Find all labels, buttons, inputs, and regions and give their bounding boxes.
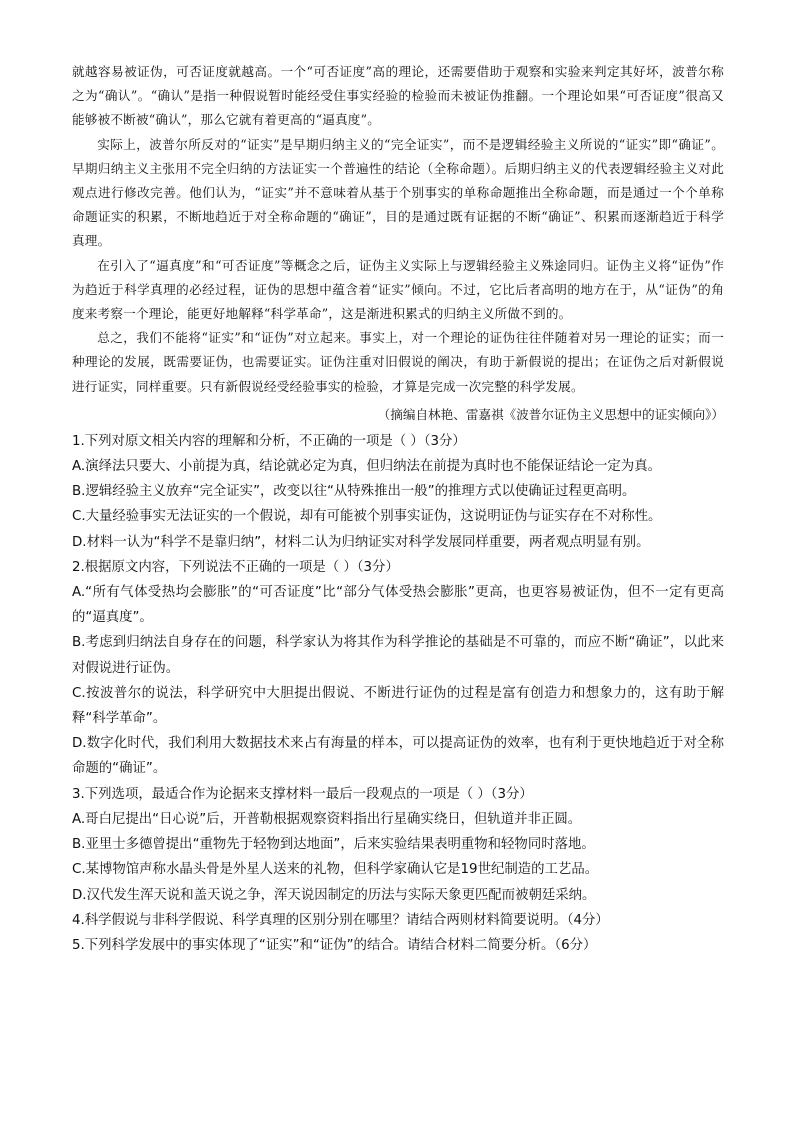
question-option: C.大量经验事实无法证实的一个假说，却有可能被个别事实证伪，这说明证伪与证实存在不对称性。 xyxy=(72,509,662,525)
question-3 xyxy=(72,782,724,908)
question-option: D.数字化时代，我们利用大数据技术来占有海量的样本，可以提高证伪的效率，也有利于更快地趋近于对全称命题的“确证”。 xyxy=(72,736,724,777)
question-option: A.演绎法只要大、小前提为真，结论就必定为真，但归纳法在前提为真时也不能保证结论一定为真。 xyxy=(72,459,661,475)
question-stem: 5.下列科学发展中的事实体现了“证实”和“证伪”的结合。请结合材料二简要分析。（6分） xyxy=(72,937,597,953)
reading-passage xyxy=(72,60,724,399)
question-stem: 3.下列选项，最适合作为论据来支撑材料一最后一段观点的一项是（ ）（3分） xyxy=(72,786,533,802)
document-page xyxy=(72,60,724,958)
question-option: C.按波普尔的说法，科学研究中大胆提出假说、不断进行证伪的过程是富有创造力和想象力的，这有助于解释“科学革命”。 xyxy=(72,685,724,727)
passage-source: （摘编自林艳、雷嘉祺《波普尔证伪主义思想中的证实倾向》） xyxy=(377,406,724,422)
question-option: B.亚里士多德曾提出“重物先于轻物到达地面”，后来实验结果表明重物和轻物同时落地。 xyxy=(72,837,595,853)
question-option: A.哥白尼提出“日心说”后，开普勒根据观察资料指出行星确实绕日，但轨道并非正圆。 xyxy=(72,811,582,827)
question-1 xyxy=(72,429,724,555)
question-stem: 4.科学假说与非科学假说、科学真理的区别分别在哪里？请结合两则材料简要说明。（4分） xyxy=(72,912,609,928)
question-4 xyxy=(72,908,724,933)
question-option: D.材料一认为“科学不是靠归纳”，材料二认为归纳证实对科学发展同样重要，两者观点明显有别。 xyxy=(72,534,650,550)
question-option: B.逻辑经验主义放弃“完全证实”，改变以往“从特殊推出一般”的推理方式以使确证过程更高明。 xyxy=(72,484,636,500)
question-2 xyxy=(72,555,724,782)
passage-paragraph: 实际上，波普尔所反对的“证实”是早期归纳主义的“完全证实”，而不是逻辑经验主义所说的“证实”即“确证”。早期归纳主义主张用不完全归纳的方法证实一个普遍性的结论（全称命题）。后期归纳主义的代表逻辑经验主义对此观点进行修改完善。他们认为，“证实”并不意味着从基于个别事实的单称命题推出全称命题，而是通过一个个单称命题证实的积累，不断地趋近于对全称命题的“确证”，目的是通过既有证据的不断“确证”、积累而逐渐趋近于科学真理。 xyxy=(72,136,724,249)
question-option: B.考虑到归纳法自身存在的问题，科学家认为将其作为科学推论的基础是不可靠的，而应不断“确证”，以此来对假说进行证伪。 xyxy=(72,635,724,676)
question-stem: 2.根据原文内容，下列说法不正确的一项是（ ）（3分） xyxy=(72,559,399,575)
passage-paragraph: 在引入了“逼真度”和“可否证度”等概念之后，证伪主义实际上与逻辑经验主义殊途同归。证伪主义将“证伪”作为趋近于科学真理的必经过程，证伪的思想中蕴含着“证实”倾向。不过，它比后者高明的地方在于，从“证伪”的角度来考察一个理论，能更好地解释“科学革命”，这是渐进积累式的归纳主义所做不到的。 xyxy=(72,257,724,322)
question-stem: 1.下列对原文相关内容的理解和分析，不正确的一项是（ ）（3分） xyxy=(72,433,466,449)
passage-paragraph: 总之，我们不能将“证实”和“证伪”对立起来。事实上，对一个理论的证伪往往伴随着对另一理论的证实；而一种理论的发展，既需要证伪，也需要证实。证伪注重对旧假说的阐决，有助于新假说的提出；在证伪之后对新假说进行证实，同样重要。只有新假说经受经验事实的检验，才算是完成一次完整的科学发展。 xyxy=(72,330,724,394)
question-5 xyxy=(72,933,724,958)
passage-paragraph: 就越容易被证伪，可否证度就越高。一个“可否证度”高的理论，还需要借助于观察和实验来判定其好坏，波普尔称之为“确认”。“确认”是指一种假说暂时能经受住事实经验的检验而未被证伪推翻。一个理论如果“可否证度”很高又能够被不断被“确认”，那么它就有着更高的“逼真度”。 xyxy=(72,64,724,128)
question-option: D.汉代发生浑天说和盖天说之争，浑天说因制定的历法与实际天象更匹配而被朝廷采纳。 xyxy=(72,887,596,903)
question-option: A.“所有气体受热均会膨胀”的“可否证度”比“部分气体受热会膨胀”更高，也更容易被证伪，但不一定有更高的“逼真度”。 xyxy=(72,585,724,626)
question-option: C.某博物馆声称水晶头骨是外星人送来的礼物，但科学家确认它是19世纪制造的工艺品。 xyxy=(72,862,599,878)
question-list xyxy=(72,429,724,958)
